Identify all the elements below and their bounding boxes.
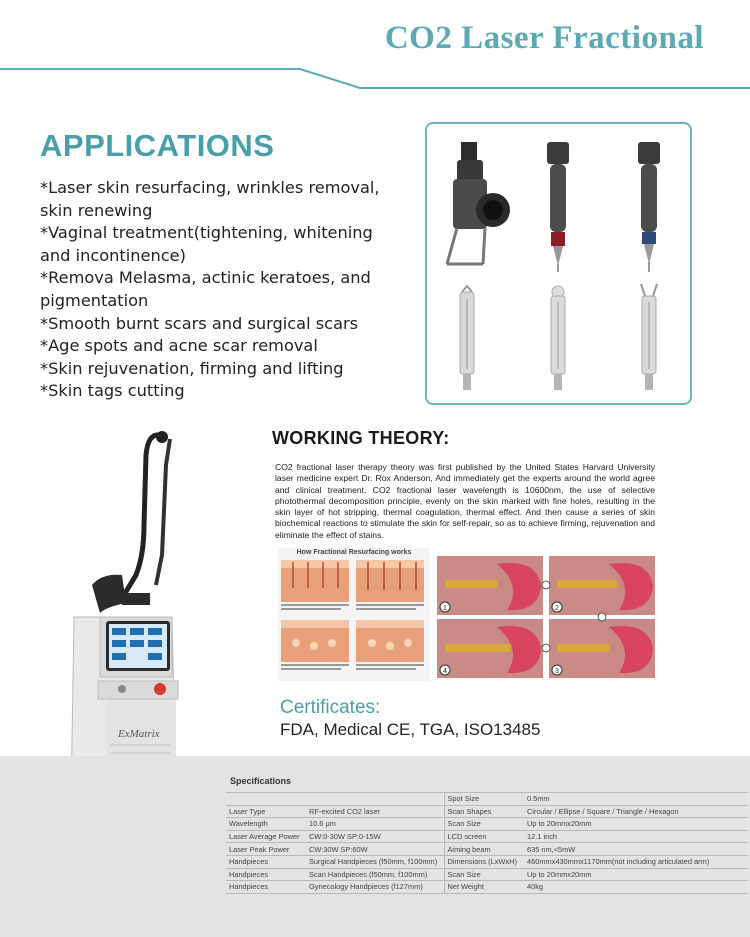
spec-label: Laser Peak Power (226, 843, 306, 856)
machine-brand-label: ExMatrix (118, 728, 160, 740)
application-line: pigmentation (40, 290, 149, 310)
spec-value (306, 793, 444, 806)
spec-label: Laser Average Power (226, 830, 306, 843)
application-line: *Smooth burnt scars and surgical scars (40, 313, 359, 333)
table-row (226, 830, 748, 843)
application-line: *Skin rejuvenation, firming and lifting (40, 358, 344, 378)
spec-label (226, 793, 306, 806)
spec-label: Handpieces (226, 868, 306, 881)
spec-value: 10.6 μm (306, 818, 444, 831)
spec-label: Handpieces (226, 855, 306, 868)
specifications-title: Specifications (230, 776, 292, 786)
gynecology-handpiece-image (638, 142, 660, 272)
spec-label: Scan Size (444, 818, 524, 831)
application-line: *Skin tags cutting (40, 381, 185, 401)
skin-layers-illustration (278, 548, 430, 681)
application-line: skin renewing (40, 200, 153, 220)
certificates-heading: Certificates: (280, 697, 381, 718)
diagram-title: How Fractional Resurfacing works (296, 549, 412, 556)
handpiece-tube-image (551, 286, 565, 390)
spec-value: CW:0-30W SP:0-15W (306, 830, 444, 843)
step-number: 1 (443, 605, 447, 612)
table-row (226, 818, 748, 831)
application-line: and incontinence) (40, 245, 186, 265)
spec-label: Wavelength (226, 818, 306, 831)
certificates-list: FDA, Medical CE, TGA, ISO13485 (280, 720, 541, 739)
spec-value: Surgical Handpieces (f50mm, f100mm) (306, 855, 444, 868)
spec-label: Laser Type (226, 805, 306, 818)
table-row (226, 855, 748, 868)
application-line: *Vaginal treatment(tightening, whitening (40, 223, 373, 243)
spec-value: Up to 20mmx20mm (524, 818, 748, 831)
spec-value: 12.1 inch (524, 830, 748, 843)
step-number: 3 (555, 668, 559, 675)
table-row (226, 881, 748, 894)
spec-value: Up to 20mmx20mm (524, 868, 748, 881)
spec-label: Dimensions (LxWxH) (444, 855, 524, 868)
working-theory-body: CO2 fractional laser therapy theory was first published by the United States Harvard University laser medicine expert Dr. Rox Anderson, And immediately get the experts around the world agree and clinical treatment. CO2 fractional laser wavelength is 10600nm, the use of selective photothermal decomposition principle, evenly on the skin marked with fine holes, resulting in the skin layer of hot stripping, thermal coagulation, thermal effect. And then cause a series of skin biochemical reactions to stimulate the skin for self-repair, so as to achieve firming, rejuvenation and eliminate the effect of stains. (275, 462, 655, 540)
spec-value: 635 nm,<5mW (524, 843, 748, 856)
table-row (226, 843, 748, 856)
step-number: 2 (555, 605, 559, 612)
applications-heading: APPLICATIONS (40, 128, 275, 163)
table-row (226, 793, 748, 806)
application-line: *Laser skin resurfacing, wrinkles removal, (40, 178, 380, 197)
spec-value: Gynecology Handpieces (f127mm) (306, 881, 444, 894)
spec-value: Circular / Ellipse / Square / Triangle / Hexagon (524, 805, 748, 818)
spec-label: Scan Shapes (444, 805, 524, 818)
handpieces-illustration (427, 124, 690, 403)
fractional-resurfacing-diagram (278, 548, 430, 681)
spec-value: 460mmx430mmx1170mm(not including articulated arm) (524, 855, 748, 868)
spec-label: Aiming beam (444, 843, 524, 856)
spec-label: Scan Size (444, 868, 524, 881)
spec-value: 0.5mm (524, 793, 748, 806)
spec-label: Net Weight (444, 881, 524, 894)
table-row (226, 868, 748, 881)
application-line: *Remova Melasma, actinic keratoes, and (40, 268, 371, 288)
application-line: *Age spots and acne scar removal (40, 336, 318, 356)
surgical-handpiece-image (447, 142, 510, 264)
spec-value: 40kg (524, 881, 748, 894)
vaginal-treatment-illustration (437, 556, 655, 678)
handpiece-tube-image (460, 286, 474, 390)
step-number: 4 (443, 668, 447, 675)
spec-value: RF-excited CO2 laser (306, 805, 444, 818)
applications-list (40, 177, 400, 403)
spec-label: Spot Size (444, 793, 524, 806)
header-divider (0, 60, 750, 100)
page-title: CO2 Laser Fractional (384, 20, 704, 56)
spec-label: LCD screen (444, 830, 524, 843)
handpieces-panel (425, 122, 692, 405)
spec-label: Handpieces (226, 881, 306, 894)
handpiece-tube-image (641, 284, 657, 390)
table-row (226, 805, 748, 818)
working-theory-heading: WORKING THEORY: (272, 428, 450, 448)
spec-value: CW:30W SP:60W (306, 843, 444, 856)
scan-handpiece-image (547, 142, 569, 272)
specifications-table (226, 792, 748, 894)
spec-value: Scan Handpieces (f50mm, f100mm) (306, 868, 444, 881)
